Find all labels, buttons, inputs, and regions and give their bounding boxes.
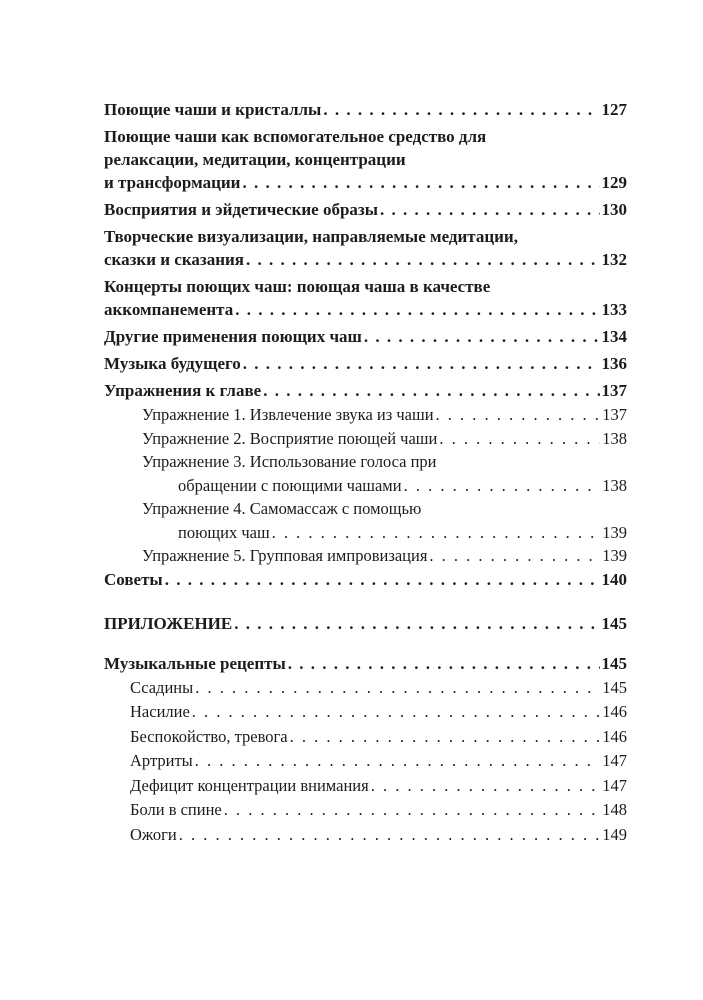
toc-subentry[interactable] (104, 725, 627, 750)
toc-entry[interactable] (104, 352, 627, 375)
toc-entry[interactable] (104, 568, 627, 591)
leader-dots (165, 568, 600, 591)
toc-entry-title: Другие применения поющих чаш (104, 327, 362, 346)
toc-entry-title: Насилие (130, 702, 190, 721)
toc-subentry[interactable] (104, 427, 627, 451)
toc-subentry[interactable] (104, 497, 627, 544)
toc-entry[interactable] (104, 125, 627, 194)
toc-subentry[interactable] (104, 450, 627, 497)
leader-dots (224, 798, 601, 823)
toc-entry[interactable] (104, 379, 627, 402)
leader-dots (235, 298, 599, 321)
toc-subentry[interactable] (104, 774, 627, 799)
toc-page-number: 127 (601, 100, 627, 119)
toc-entry[interactable] (104, 325, 627, 348)
toc-entry[interactable] (104, 225, 627, 271)
leader-dots (288, 652, 600, 675)
toc-subentry[interactable] (104, 676, 627, 701)
toc-entry-title: Музыка будущего (104, 354, 241, 373)
toc-entry-title: Артриты (130, 751, 193, 770)
toc-page-number: 136 (601, 354, 627, 373)
leader-dots (263, 379, 599, 402)
toc-page-number: 139 (602, 522, 627, 542)
toc-entry-appendix[interactable] (104, 612, 627, 635)
toc-entry-title: Поющие чаши как вспомогательное средство для (104, 127, 487, 146)
toc-entry-title: Советы (104, 569, 163, 589)
toc-subentry[interactable] (104, 544, 627, 568)
toc-page-number: 147 (602, 775, 627, 795)
toc-entry[interactable] (104, 652, 627, 675)
toc-entry-title: Упражнение 4. Самомассаж с помощью (142, 499, 422, 518)
leader-dots (272, 521, 601, 545)
toc-page-number: 137 (601, 381, 627, 400)
table-of-contents (104, 98, 627, 847)
toc-page-number: 134 (601, 327, 627, 346)
leader-dots (290, 725, 601, 750)
toc-page-number: 130 (601, 200, 627, 219)
toc-entry-title: Беспокойство, тревога (130, 726, 288, 746)
toc-subentry[interactable] (104, 823, 627, 848)
toc-entry-title: Упражнение 5. Групповая импровизация (142, 546, 428, 565)
leader-dots (439, 427, 600, 451)
toc-page-number: 146 (602, 702, 627, 721)
toc-entry-title-cont: и трансформации (104, 173, 241, 192)
toc-page-number: 140 (601, 569, 627, 589)
toc-subentry[interactable] (104, 798, 627, 823)
toc-entry-title-cont: обращении с поющими чашами (178, 475, 402, 495)
toc-entry-title: Музыкальные рецепты (104, 653, 286, 673)
toc-page-number: 139 (602, 546, 627, 565)
leader-dots (429, 544, 600, 568)
toc-entry-title-cont: поющих чаш (178, 522, 270, 542)
toc-entry-title: Упражнения к главе (104, 381, 262, 400)
toc-entry-title: Поющие чаши и кристаллы (104, 100, 322, 119)
toc-page-number: 147 (602, 751, 627, 770)
toc-entry-title: Упражнение 3. Использование голоса при (142, 452, 437, 471)
toc-entry-title: Упражнение 2. Восприятие поющей чаши (142, 428, 438, 448)
toc-page-number: 138 (602, 428, 627, 448)
toc-page-number: 149 (602, 824, 627, 844)
toc-entry-title: Дефицит концентрации внимания (130, 775, 369, 795)
toc-subentry[interactable] (104, 403, 627, 427)
leader-dots (436, 403, 601, 427)
toc-page-number: 137 (602, 405, 627, 424)
toc-entry-title: Концерты поющих чаш: поющая чаша в качестве (104, 277, 491, 296)
leader-dots (195, 676, 600, 701)
toc-entry[interactable] (104, 98, 627, 121)
toc-page-number: 138 (602, 475, 627, 495)
toc-entry-title-cont: сказки и сказания (104, 250, 245, 269)
toc-entry-title: Ссадины (130, 677, 194, 697)
toc-page-number: 145 (602, 677, 627, 697)
toc-subentry[interactable] (104, 749, 627, 774)
toc-entry-title: Боли в спине (130, 800, 222, 819)
toc-entry-title: Восприятия и эйдетические образы (104, 200, 379, 219)
leader-dots (246, 248, 599, 271)
toc-page-number: 145 (601, 613, 627, 633)
leader-dots (242, 171, 599, 194)
leader-dots (404, 474, 601, 498)
toc-page-number: 129 (601, 173, 627, 192)
leader-dots (192, 700, 600, 725)
toc-page-number: 133 (601, 300, 627, 319)
leader-dots (323, 98, 599, 121)
toc-entry[interactable] (104, 198, 627, 221)
toc-page-number: 148 (602, 800, 627, 819)
leader-dots (380, 198, 599, 221)
leader-dots (179, 823, 600, 848)
toc-entry-title: Упражнение 1. Извлечение звука из чаши (142, 405, 434, 424)
toc-page-number: 146 (602, 726, 627, 746)
toc-subentry[interactable] (104, 700, 627, 725)
toc-page-number: 145 (601, 653, 627, 673)
leader-dots (234, 612, 599, 635)
leader-dots (243, 352, 600, 375)
leader-dots (371, 774, 601, 799)
toc-entry-title: Ожоги (130, 824, 177, 844)
leader-dots (195, 749, 601, 774)
toc-page-number: 132 (601, 250, 627, 269)
toc-entry-title: Творческие визуализации, направляемые медитации, (104, 227, 518, 246)
toc-entry-title-cont: аккомпанемента (104, 300, 234, 319)
toc-entry-title-cont: релаксации, медитации, концентрации (104, 150, 406, 169)
toc-entry-title: ПРИЛОЖЕНИЕ (104, 613, 233, 633)
leader-dots (364, 325, 600, 348)
toc-entry[interactable] (104, 275, 627, 321)
